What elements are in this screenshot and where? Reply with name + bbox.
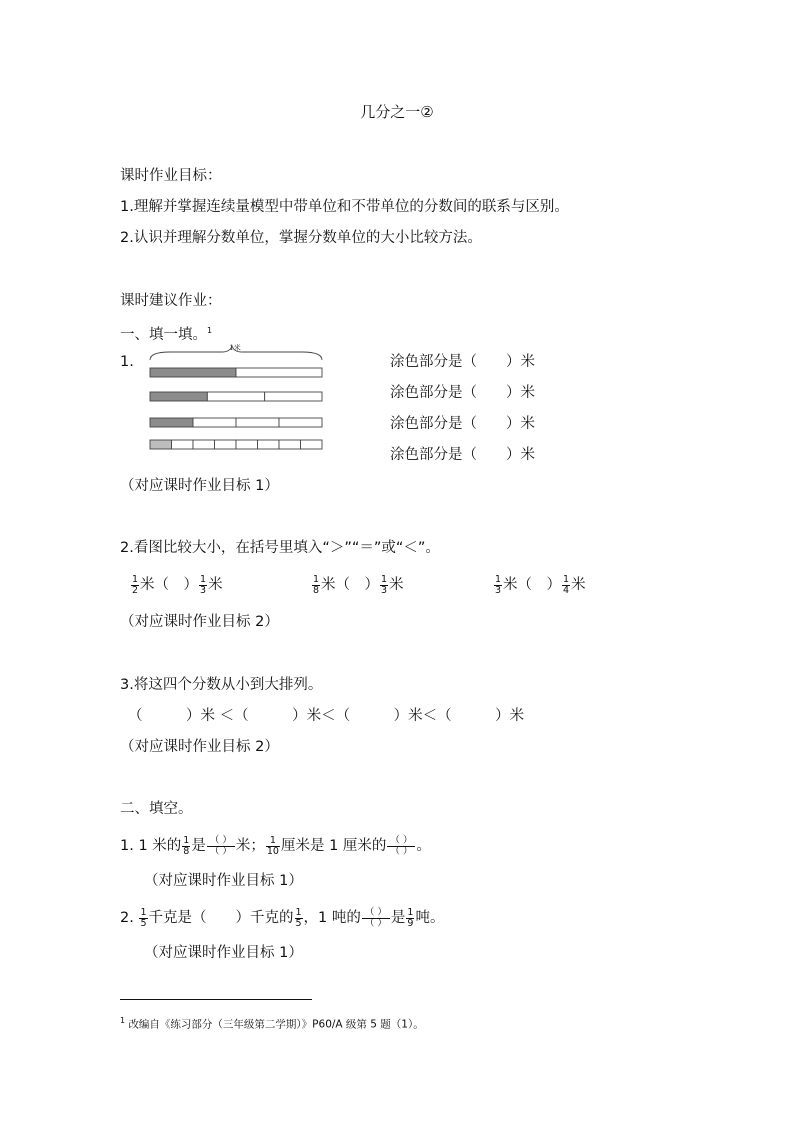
s2-q2-target: （对应课时作业目标 1） [144, 945, 303, 961]
compare-blank: （ ） [517, 577, 562, 593]
goal-item-1: 1.理解并掌握连续量模型中带单位和不带单位的分数间的联系与区别。 [120, 199, 569, 215]
q1-answer-2: 涂色部分是（ ）米 [390, 385, 535, 401]
shaded-bars-figure [140, 342, 330, 457]
comparison-1: $\frac{1}{2}$ 米（ ） $\frac{1}{3}$ 米 [132, 574, 223, 596]
footnote-text: 改编自《练习部分（三年级第二学期）》P60/A 级第 5 题（1）。 [128, 1018, 424, 1031]
bar-4-part [172, 440, 194, 449]
q2-target: （对应课时作业目标 2） [120, 614, 279, 630]
fraction-one-eighth: $\frac{1}{8}$ [183, 835, 190, 857]
answer-fraction-blank: $\frac{( )}{( )}$ [387, 836, 415, 856]
bar-4-part [258, 440, 280, 449]
footnote [120, 1012, 424, 1034]
comparison-2: $\frac{1}{8}$ 米（ ） $\frac{1}{3}$ 米 [313, 574, 404, 596]
q1-target: （对应课时作业目标 1） [120, 478, 279, 494]
fraction-a: $\frac{1}{8}$ [313, 574, 320, 596]
q3-target: （对应课时作业目标 2） [120, 739, 279, 755]
footnote-divider [120, 999, 312, 1000]
fraction-b: $\frac{1}{3}$ [381, 574, 388, 596]
s2-q1-line: 1. 1 米的 $\frac{1}{8}$ 是 $\frac{( )}{( )}$ 米； $\frac{1}{10}$ 厘米是 1 厘米的 $\frac{( )}{( )}$ 。 [120, 835, 431, 857]
section1-heading [120, 322, 212, 344]
bar-4-shaded-part [150, 440, 172, 449]
bar-3-part [279, 418, 322, 427]
q1-answer-1: 涂色部分是（ ）米 [390, 354, 535, 370]
bar-3-part [193, 418, 236, 427]
fraction-one-fifth: $\frac{1}{5}$ [140, 907, 147, 929]
fraction-one-fifth: $\frac{1}{5}$ [295, 907, 302, 929]
bar-1-part [236, 368, 322, 377]
q3-order-line: （ ）米 ＜（ ）米＜（ ）米＜（ ）米 [128, 708, 525, 724]
compare-blank: （ ） [154, 577, 199, 593]
page-title: 几分之一② [360, 103, 434, 121]
q3-prompt: 3.将这四个分数从小到大排列。 [120, 677, 323, 693]
bar-4-part [236, 440, 258, 449]
homework-heading: 课时建议作业： [120, 293, 222, 309]
bar-3-part [236, 418, 279, 427]
comparison-3: $\frac{1}{3}$ 米（ ） $\frac{1}{4}$ 米 [495, 574, 586, 596]
footnote-mark: 1 [120, 1016, 126, 1025]
bar-4-part [279, 440, 301, 449]
q1-answer-3: 涂色部分是（ ）米 [390, 416, 535, 432]
bar-2-shaded-part [150, 392, 207, 401]
bar-2-part [207, 392, 264, 401]
goals-heading: 课时作业目标： [120, 168, 222, 184]
answer-fraction-blank: $\frac{( )}{( )}$ [362, 908, 390, 928]
compare-blank: （ ） [335, 577, 380, 593]
s2-q2-line: 2. $\frac{1}{5}$ 千克是（ ）千克的 $\frac{1}{5}$ ，1 吨的 $\frac{( )}{( )}$ 是 $\frac{1}{9}$ 吨。 [120, 907, 445, 929]
section2-heading: 二、填空。 [120, 801, 193, 817]
goal-item-2: 2.认识并理解分数单位，掌握分数单位的大小比较方法。 [120, 230, 482, 246]
one-meter-label: 1米 [229, 344, 241, 352]
fraction-b: $\frac{1}{3}$ [200, 574, 207, 596]
bar-4-part [193, 440, 215, 449]
fraction-a: $\frac{1}{2}$ [132, 574, 139, 596]
bar-4-part [301, 440, 323, 449]
bar-4-part [215, 440, 237, 449]
q2-prompt: 2.看图比较大小，在括号里填入“＞”“＝”或“＜”。 [120, 540, 440, 556]
q1-answer-4: 涂色部分是（ ）米 [390, 447, 535, 463]
bar-1-shaded-part [150, 368, 236, 377]
s2-q1-target: （对应课时作业目标 1） [144, 873, 303, 889]
fraction-one-ninth: $\frac{1}{9}$ [407, 907, 414, 929]
section1-heading-text: 一、填一填。 [120, 326, 207, 343]
bar-2-part [265, 392, 322, 401]
footnote-reference: 1 [207, 326, 213, 335]
fraction-b: $\frac{1}{4}$ [563, 574, 570, 596]
bar-3-shaded-part [150, 418, 193, 427]
fraction-one-tenth: $\frac{1}{10}$ [266, 835, 279, 857]
answer-fraction-blank: $\frac{( )}{( )}$ [207, 836, 235, 856]
q1-number: 1. [120, 354, 134, 370]
fraction-a: $\frac{1}{3}$ [495, 574, 502, 596]
